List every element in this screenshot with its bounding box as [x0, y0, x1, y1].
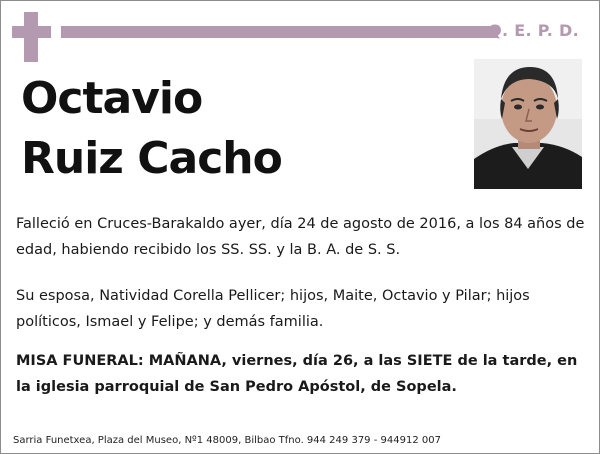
family-paragraph: Su esposa, Natividad Corella Pellicer; hijos, Maite, Octavio y Pilar; hijos políticos, Ismael y Felipe; y demás familia.	[16, 288, 530, 330]
death-notice-paragraph: Falleció en Cruces-Barakaldo ayer, día 24 de agosto de 2016, a los 84 años de edad, habiendo recibido los SS. SS. y la B. A. de S. S.	[16, 216, 585, 258]
deceased-surname: Ruiz Cacho	[21, 133, 282, 184]
portrait-photo	[474, 59, 582, 189]
funeral-home-footer: Sarria Funetxea, Plaza del Museo, Nº1 48009, Bilbao Tfno. 944 249 379 - 944912 007	[13, 435, 441, 446]
deceased-first-name: Octavio	[21, 73, 203, 124]
header-rule	[61, 26, 498, 38]
portrait-image	[474, 59, 582, 189]
qepd-label: Q. E. P. D.	[488, 21, 579, 40]
cross-icon-bar	[12, 26, 51, 38]
funeral-mass-paragraph: MISA FUNERAL: MAÑANA, viernes, día 26, a las SIETE de la tarde, en la iglesia parroquial de San Pedro Apóstol, de Sopela.	[16, 353, 578, 395]
